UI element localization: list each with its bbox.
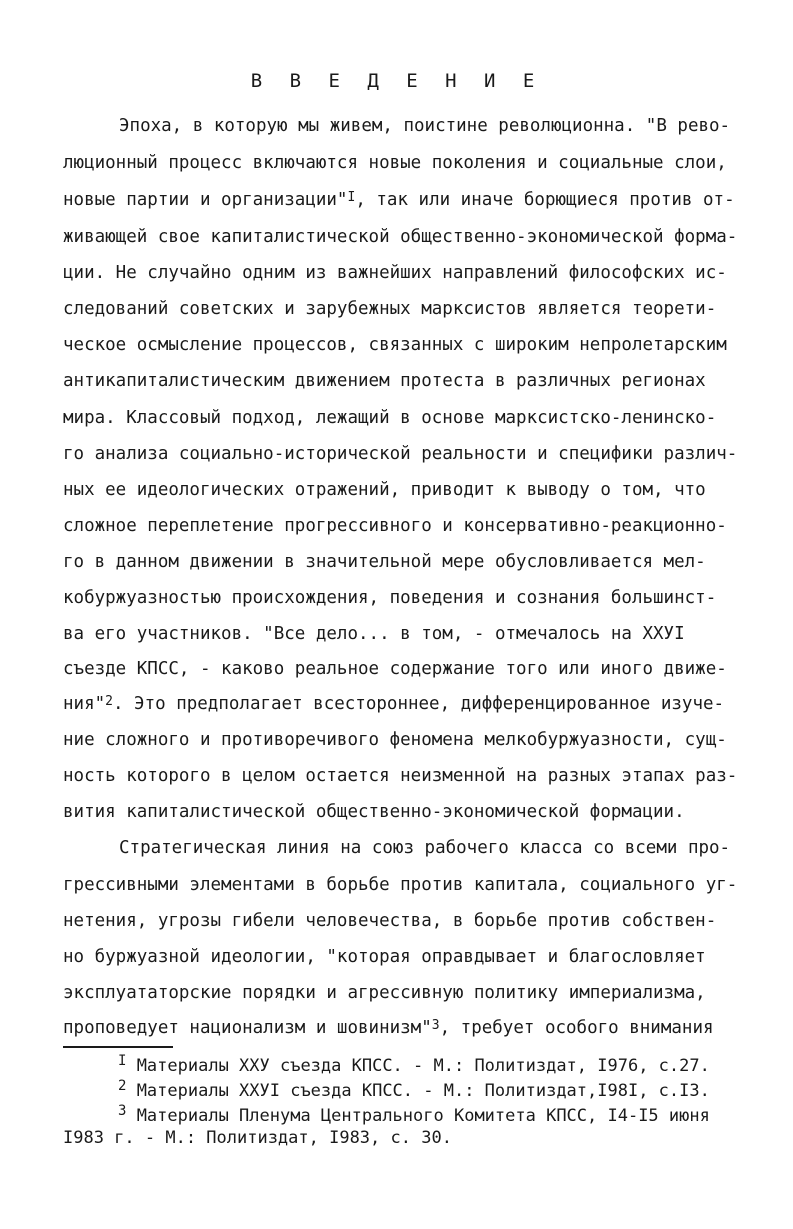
text-line: но буржуазной идеологии, "которая оправдывает и благословляет <box>63 947 706 967</box>
text-line: ции. Не случайно одним из важнейших направлений философских ис- <box>63 263 727 283</box>
page-title: В В Е Д Е Н И Е <box>250 70 543 92</box>
text-line: вития капиталистической общественно-экономической формации. <box>63 802 685 822</box>
text-line: сложное переплетение прогрессивного и консервативно-реакционно- <box>63 516 727 536</box>
text-line: го анализа социально-исторической реальности и специфики различ- <box>63 444 738 464</box>
footnote-ref-3: 3 <box>431 1018 440 1033</box>
footnote-ref-1: I <box>347 190 356 205</box>
text-line: Стратегическая линия на союз рабочего класса со всеми про- <box>119 838 731 858</box>
text-line: ния"$^2$. Это предполагает всестороннее, дифференцированное изуче- <box>63 694 725 714</box>
text-line: ние сложного и противоречивого феномена мелкобуржуазности, сущ- <box>63 730 727 750</box>
text-line: ческое осмысление процессов, связанных с широким непролетарским <box>63 335 727 355</box>
text-line: антикапиталистическим движением протеста в различных регионах <box>63 371 706 391</box>
text-line: эксплуататорские порядки и агрессивную политику империализма, <box>63 983 706 1003</box>
footnote-separator <box>63 1046 173 1048</box>
footnote-ref-2: 2 <box>105 694 113 709</box>
text-line: проповедует национализм и шовинизм"$^3$, требует особого внимания <box>63 1018 714 1038</box>
text-line: ных ее идеологических отражений, приводит к выводу о том, что <box>63 480 706 500</box>
text-line: грессивными элементами в борьбе против капитала, социального уг- <box>63 875 738 895</box>
text-line: Эпоха, в которую мы живем, поистине революционна. "В рево- <box>119 116 731 136</box>
footnote-continuation: I983 г. - М.: Политиздат, I983, с. 30. <box>63 1128 452 1148</box>
text-line: нетения, угрозы гибели человечества, в борьбе против собствен- <box>63 911 717 931</box>
footnote: $^I$ Материалы ХХУ съезда КПСС. - М.: Политиздат, I976, с.27. <box>118 1053 710 1076</box>
text-line: мира. Классовый подход, лежащий в основе марксистско-ленинско- <box>63 408 717 428</box>
footnote: $^2$ Материалы ХХУI съезда КПСС. - М.: Политиздат,I98I, с.I3. <box>118 1078 710 1101</box>
text-line: кобуржуазностью происхождения, поведения и сознания большинст- <box>63 588 717 608</box>
text-line: съезде КПСС, - каково реальное содержание того или иного движе- <box>63 659 727 679</box>
footnote: $^3$ Материалы Пленума Центрального Комитета КПСС, I4-I5 июня <box>118 1103 710 1126</box>
text-line: люционный процесс включаются новые поколения и социальные слои, <box>63 153 727 173</box>
text-line: ность которого в целом остается неизменной на разных этапах раз- <box>63 766 738 786</box>
text-line: следований советских и зарубежных марксистов является теорети- <box>63 299 717 319</box>
text-line: ва его участников. "Все дело... в том, - отмечалось на ХХУI <box>63 624 685 644</box>
text-line: живающей свое капиталистической общественно-экономической форма- <box>63 227 738 247</box>
text-line: го в данном движении в значительной мере обусловливается мел- <box>63 552 706 572</box>
text-line: новые партии и организации"$^I$, так или иначе борющиеся против от- <box>63 190 735 210</box>
